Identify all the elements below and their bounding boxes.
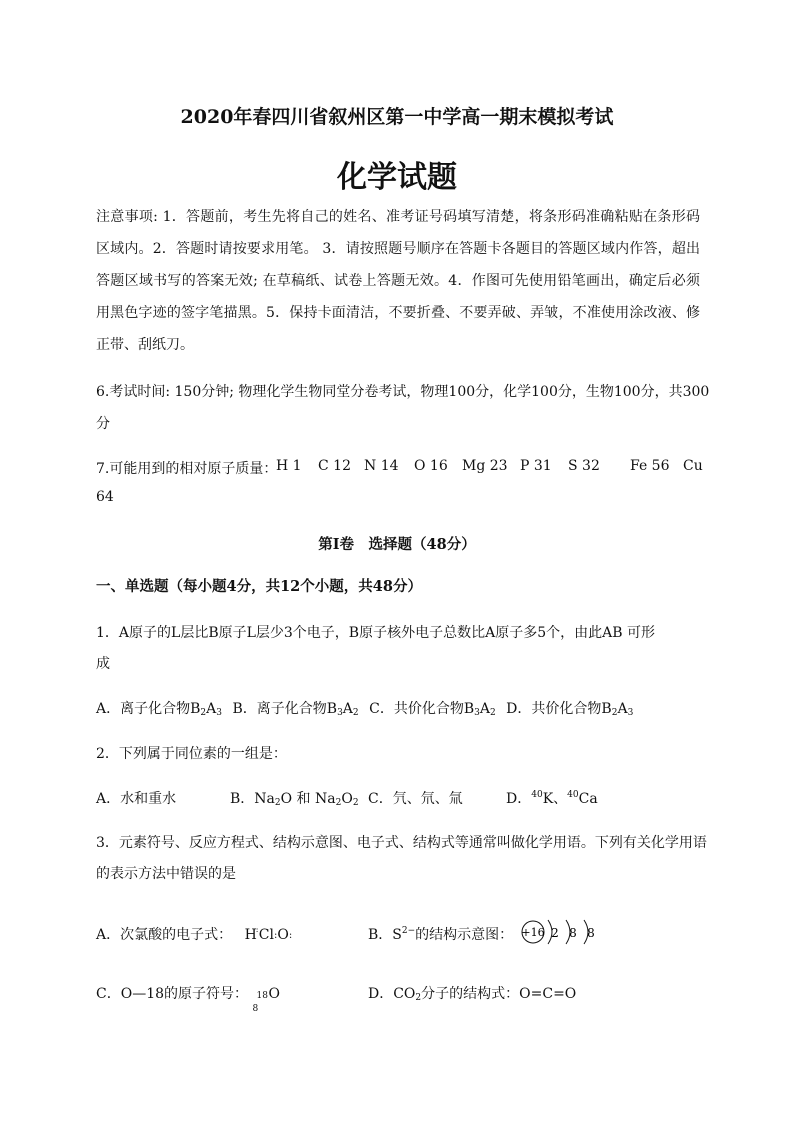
- q2-options: [96, 788, 700, 808]
- shell-electrons-1: 2: [551, 926, 559, 940]
- q3-option-c: C．O—18的原子符号： 18 8 O: [96, 986, 280, 1014]
- q1-stem-cont: 成: [96, 656, 110, 672]
- q3-option-d: D．$CO_2$分子的结构式：O=C=O: [368, 986, 577, 1003]
- exam-title: 2020年春四川省叙州区第一中学高一期末模拟考试: [180, 106, 614, 128]
- q3-stem-cont: 的表示方法中错误的是: [96, 866, 236, 882]
- notice-paragraph: 注意事项: 1．答题前，考生先将自己的姓名、准考证号码填写清楚，将条形码准确粘贴在条形码区域内。2．答题时请按要求用笔。 3．请按照题号顺序在答题卡各题目的答题区域内作答，超出答题区域书写的答案无效; 在草稿纸、试卷上答题无效。4．作图可先使用铅笔画出，确定后必须用黑色字迹的签字笔描黑。5．保持卡面清洁，不要折叠、不要弄破、弄皱，不准使用涂改液、修正带、刮纸刀。: [96, 209, 700, 353]
- mass-mg: Mg 23: [462, 458, 508, 474]
- q1-option-d: D．共价化合物$B_2A_3$: [506, 701, 634, 718]
- q2-option-a: A．水和重水: [96, 791, 177, 807]
- q2-option-c: C．氕、氘、氚: [368, 791, 463, 807]
- mass-n: N 14: [364, 458, 399, 474]
- nucleus-charge: +16: [521, 926, 545, 939]
- q3-option-a: A．次氯酸的电子式： H : Cl:O:: [96, 925, 293, 943]
- mass-c: C 12: [318, 458, 351, 474]
- mass-cu: Cu: [683, 458, 703, 474]
- exam-time-line-cont: 分: [96, 416, 110, 432]
- atomic-mass-line: [96, 458, 703, 478]
- q2-option-b: B．$Na_2O$ 和 $Na_2O_2$: [230, 791, 359, 808]
- section-title: 第I卷 选择题（48分）: [318, 536, 476, 553]
- mass-h: H 1: [276, 458, 302, 474]
- hclo-electron-formula: H : Cl:O:: [244, 925, 293, 943]
- mass-s: S 32: [568, 458, 600, 474]
- part-title: 一、单选题（每小题4分，共12个小题，共48分）: [96, 578, 422, 595]
- q1-option-c: C．共价化合物$B_3A_2$: [369, 701, 496, 718]
- q3-option-b: B．$S^{2-}$的结构示意图：: [368, 926, 514, 943]
- s2-ion-structure-diagram: [518, 914, 608, 950]
- q2-stem: 2．下列属于同位素的一组是：: [96, 746, 287, 762]
- mass-p: P 31: [520, 458, 552, 474]
- mass-fe: Fe 56: [630, 458, 670, 474]
- subject-title: 化学试题: [337, 160, 457, 195]
- shell-electrons-3: 8: [587, 926, 595, 940]
- atomic-mass-label: 7.可能用到的相对原子质量：: [96, 461, 278, 477]
- q1-option-a: A．离子化合物$B_2A_3$: [96, 701, 223, 718]
- q1-stem: 1．A原子的L层比B原子L层少3个电子，B原子核外电子总数比A原子多5个，由此AB 可形: [96, 625, 655, 641]
- mass-o: O 16: [414, 458, 448, 474]
- q1-option-b: B．离子化合物$B_3A_2$: [232, 701, 359, 718]
- q2-option-d: D．$^{40}$K、$^{40}$Ca: [506, 790, 598, 807]
- exam-time-line: 6.考试时间: 150分钟; 物理化学生物同堂分卷考试，物理100分，化学100分，生物100分，共300: [96, 384, 710, 400]
- q1-options: [96, 698, 633, 718]
- q3-stem: 3．元素符号、反应方程式、结构示意图、电子式、结构式等通常叫做化学用语。下列有关化学用语: [96, 835, 707, 851]
- shell-electrons-2: 8: [569, 926, 577, 940]
- atomic-mass-line-cont: 64: [96, 489, 114, 505]
